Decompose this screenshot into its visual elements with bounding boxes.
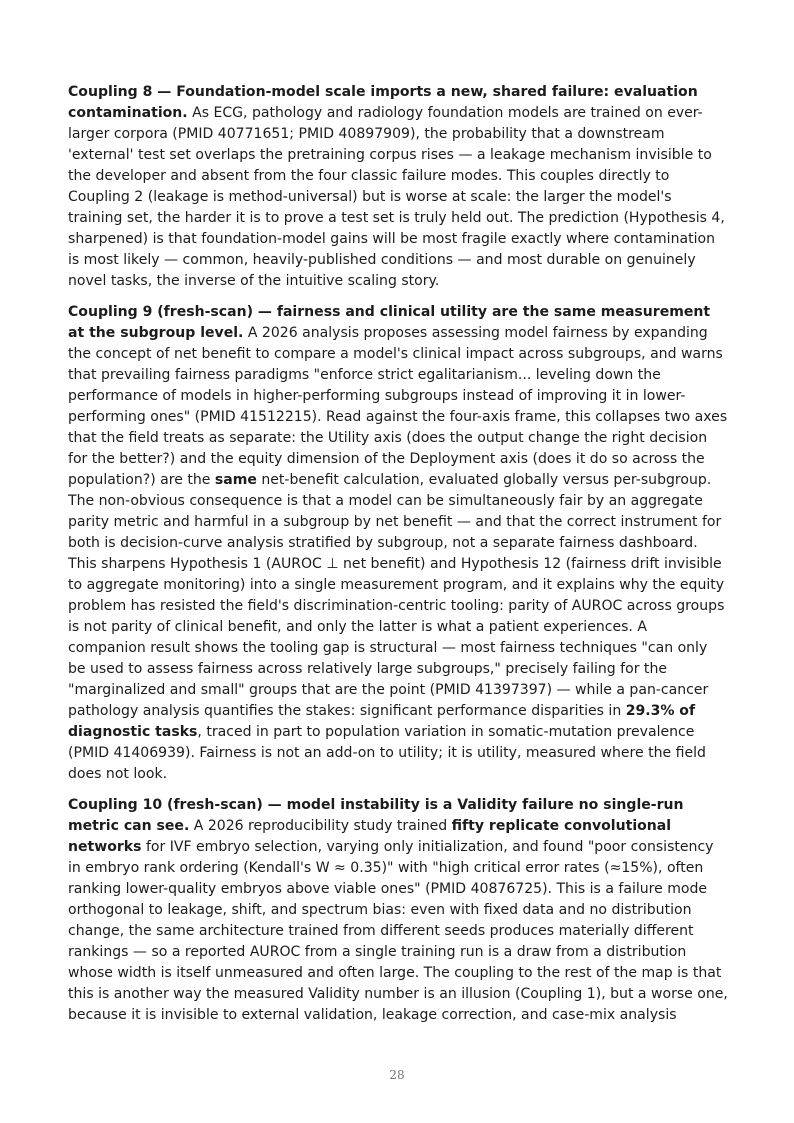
body-text: A 2026 analysis proposes assessing model fairness by expanding the concept of net benefit to compare a model's clinical impact across subgroups, and warns that prevailing fairness paradigms "enforce strict egalitarianism... leveling down the performance of models in higher-performing subgroups instead of improving it in lower-performing ones" (PMID 41512215). Read against the four-axis frame, this collapses two axes that the field treats as separate: the Utility axis (does the output change the right decision for the better?) and the equity dimension of the Deployment axis (does it do so across the population?) are the [68, 325, 728, 488]
emphasis-replicate-networks: fifty replicate convolutional networks [68, 818, 672, 855]
paragraph-coupling-8 [68, 82, 728, 292]
heading-coupling-8: Coupling 8 — Foundation-model scale imports a new, shared failure: evaluation contamination. [68, 84, 698, 121]
body-text: , traced in part to population variation in somatic-mutation prevalence (PMID 41406939). Fairness is not an add-on to utility; it is utility, measured where the field does not look. [68, 724, 706, 782]
paragraph-coupling-9 [68, 302, 728, 785]
page-number: 28 [389, 1068, 405, 1082]
body-text: A 2026 reproducibility study trained [189, 818, 452, 834]
body-text: for IVF embryo selection, varying only initialization, and found "poor consistency in embryo rank ordering (Kendall's W ≈ 0.35)" with "high critical error rates (≈15%), often ranking lower-quality embryos above viable ones" (PMID 40876725). This is a failure mode orthogonal to leakage, shift, and spectrum bias: even with fixed data and no distribution change, the same architecture trained from different seeds produces materially different rankings — so a reported AUROC from a single training run is a draw from a distribution whose width is itself unmeasured and often large. The coupling to the rest of the map is that this is another way the measured Validity number is an illusion (Coupling 1), but a worse one, because it is invisible to external validation, leakage correction, and case-mix analysis [68, 839, 728, 1023]
body-text: net-benefit calculation, evaluated globally versus per-subgroup. The non-obvious consequence is that a model can be simultaneously fair by an aggregate parity metric and harmful in a subgroup by net benefit — and that the correct instrument for both is decision-curve analysis stratified by subgroup, not a separate fairness dashboard. This sharpens Hypothesis 1 (AUROC ⊥ net benefit) and Hypothesis 12 (fairness drift invisible to aggregate monitoring) into a single measurement program, and it explains why the equity problem has resisted the field's discrimination-centric tooling: parity of AUROC across groups is not parity of clinical benefit, and only the latter is what a patient experiences. A companion result shows the tooling gap is structural — most fairness techniques "can only be used to assess fairness across relatively large subgroups," precisely failing for the "marginalized and small" groups that are the point (PMID 41397397) — while a pan-cancer pathology analysis quantifies the stakes: significant performance disparities in [68, 472, 725, 719]
body-text: As ECG, pathology and radiology foundation models are trained on ever-larger corpora (PMID 40771651; PMID 40897909), the probability that a downstream 'external' test set overlaps the pretraining corpus rises — a leakage mechanism invisible to the developer and absent from the four classic failure modes. This couples directly to Coupling 2 (leakage is method-universal) but is worse at scale: the larger the model's training set, the harder it is to prove a test set is truly held out. The prediction (Hypothesis 4, sharpened) is that foundation-model gains will be most fragile exactly where contamination is most likely — common, heavily-published conditions — and most durable on genuinely novel tasks, the inverse of the intuitive scaling story. [68, 105, 725, 289]
emphasis-diagnostic-tasks: 29.3% of diagnostic tasks [68, 703, 696, 740]
emphasis-same: same [214, 472, 257, 488]
paragraph-coupling-10 [68, 795, 728, 1026]
heading-coupling-9: Coupling 9 (fresh-scan) — fairness and clinical utility are the same measurement at the subgroup level. [68, 304, 711, 341]
document-body [68, 82, 728, 1036]
heading-coupling-10: Coupling 10 (fresh-scan) — model instability is a Validity failure no single-run metric can see. [68, 797, 684, 834]
